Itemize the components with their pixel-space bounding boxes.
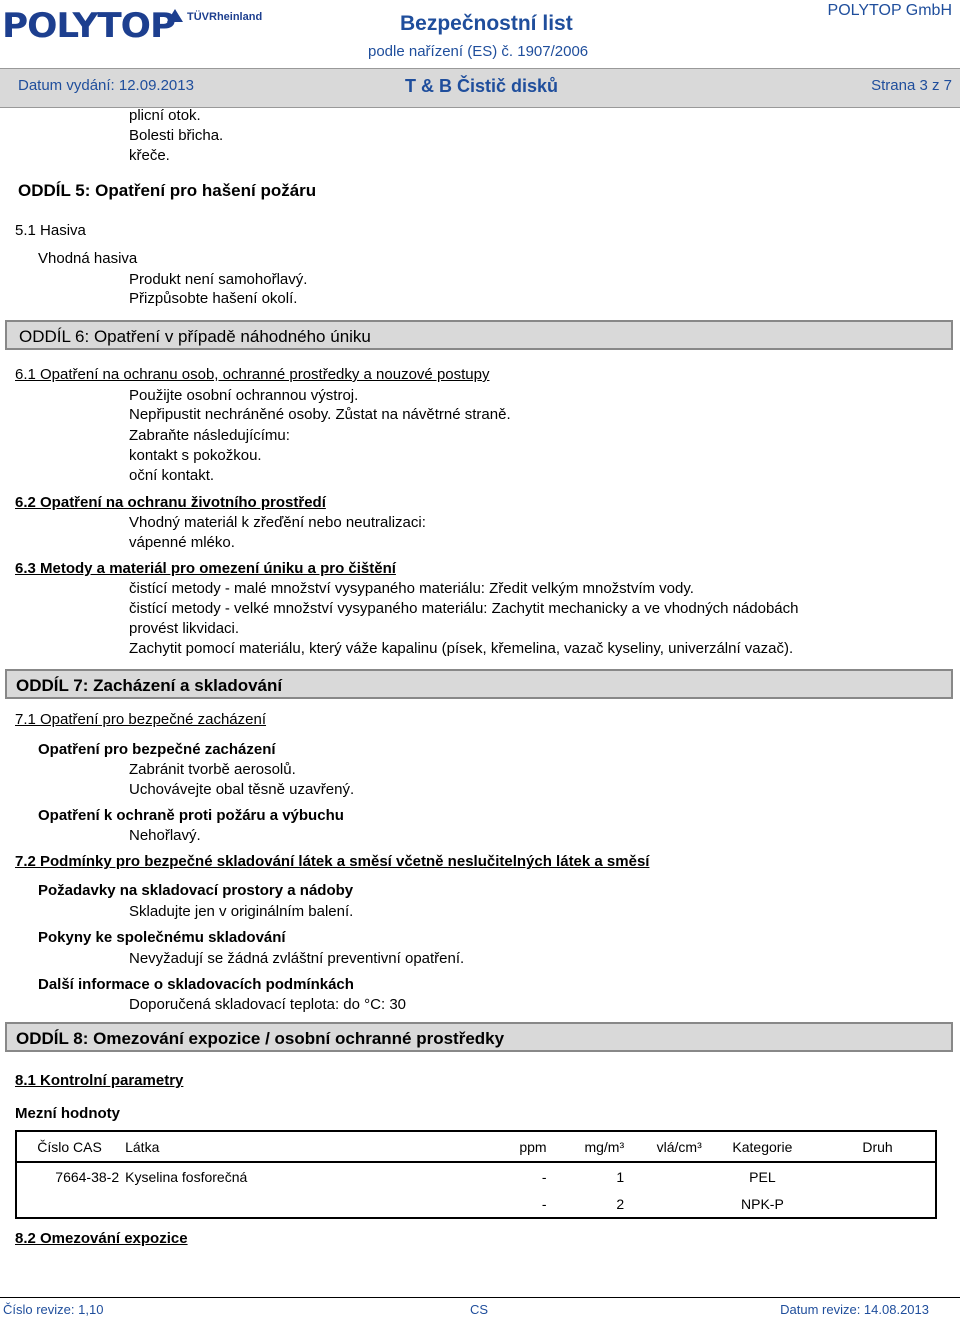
section-7-header: ODDÍL 7: Zacházení a skladování (5, 669, 953, 699)
label-safe-handling: Opatření pro bezpečné zacházení (38, 741, 276, 758)
table-cell (820, 1190, 936, 1218)
subsection-8-2: 8.2 Omezování expozice (15, 1230, 188, 1247)
text-line: Vhodný materiál k zřeďění nebo neutralizaci: (129, 514, 426, 531)
text-line: provést likvidaci. (129, 620, 240, 637)
document-subtitle: podle nařízení (ES) č. 1907/2006 (368, 43, 589, 60)
label-storage-requirements: Požadavky na skladovací prostory a nádoby (38, 882, 354, 899)
table-header-row (16, 1131, 936, 1162)
tuv-rheinland-logo (167, 9, 262, 23)
label-limit-values: Mezní hodnoty (15, 1105, 120, 1122)
language-code: CS (470, 1302, 489, 1317)
table-cell (122, 1190, 444, 1218)
product-name: T & B Čistič disků (405, 76, 559, 96)
text-line: Přizpůsobte hašení okolí. (129, 290, 298, 307)
table-cell (627, 1162, 705, 1190)
table-cell: 7664-38-2 (16, 1162, 122, 1190)
text-line: Doporučená skladovací teplota: do °C: 30 (129, 996, 407, 1013)
label-storage-info: Další informace o skladovacích podmínkách (38, 976, 354, 993)
table-cell (16, 1190, 122, 1218)
issue-date: Datum vydání: 12.09.2013 (18, 77, 194, 94)
text-line: kontakt s pokožkou. (129, 447, 262, 464)
table-cell: NPK-P (705, 1190, 820, 1218)
label-joint-storage: Pokyny ke společnému skladování (38, 929, 286, 946)
tuv-triangle-icon (167, 9, 183, 22)
table-cell: PEL (749, 1168, 776, 1185)
footer-divider (0, 1297, 960, 1298)
column-header: Druh (820, 1131, 936, 1162)
table-cell (820, 1162, 936, 1190)
limit-values-table (15, 1130, 937, 1219)
subsection-7-2: 7.2 Podmínky pro bezpečné skladování látek a směsí včetně neslučitelných látek a směsí (15, 853, 650, 870)
text-line: Uchovávejte obal těsně uzavřený. (129, 781, 355, 798)
text-line: Nevyžadují se žádná zvláštní preventivní opatření. (129, 950, 465, 967)
column-header: Kategorie (705, 1131, 820, 1162)
polytop-logo: POLYTOP (2, 6, 176, 46)
subsection-8-1: 8.1 Kontrolní parametry (15, 1072, 184, 1089)
section-5-header: ODDÍL 5: Opatření pro hašení požáru (5, 176, 953, 206)
text-line: Bolesti břicha. (129, 127, 224, 144)
text-line: Skladujte jen v originálním balení. (129, 903, 354, 920)
table-cell: - (445, 1190, 550, 1218)
table-cell: - (541, 1168, 547, 1185)
document-title: Bezpečnostní list (400, 12, 573, 35)
company-name: POLYTOP GmbH (827, 2, 952, 19)
label-fire-protection: Opatření k ochraně proti požáru a výbuchu (38, 807, 344, 824)
table-row (16, 1162, 936, 1190)
table-cell: Kyselina fosforečná (125, 1168, 248, 1185)
column-header: vlá/cm³ (627, 1131, 705, 1162)
column-header: Látka (122, 1131, 444, 1162)
table-row (16, 1190, 936, 1218)
revision-number: Číslo revize: 1,10 (3, 1302, 104, 1317)
text-line: Zabránit tvorbě aerosolů. (129, 761, 296, 778)
text-line: plicní otok. (129, 107, 201, 124)
text-line: Použijte osobní ochrannou výstroj. (129, 387, 359, 404)
subsection-6-1: 6.1 Opatření na ochranu osob, ochranné prostředky a nouzové postupy (15, 366, 490, 383)
label-suitable-extinguishing: Vhodná hasiva (38, 250, 138, 267)
section-6-header: ODDÍL 6: Opatření v případě náhodného úniku (5, 320, 953, 350)
text-line: Nepřipustit nechráněné osoby. Zůstat na návětrné straně. (129, 406, 511, 423)
column-header: mg/m³ (550, 1131, 628, 1162)
info-bar (0, 68, 960, 108)
table-cell: 1 (616, 1168, 625, 1185)
text-line: Nehořlavý. (129, 827, 201, 844)
text-line: vápenné mléko. (129, 534, 235, 551)
text-line: křeče. (129, 147, 170, 164)
column-header: Číslo CAS (16, 1131, 122, 1162)
tuv-label: TÜVRheinland (187, 11, 263, 23)
subsection-6-2: 6.2 Opatření na ochranu životního prostředí (15, 494, 326, 511)
text-line: čistící metody - malé množství vysypaného materiálu: Zředit velkým množstvím vody. (129, 580, 694, 597)
text-line: oční kontakt. (129, 467, 215, 484)
text-line: čistící metody - velké množství vysypaného materiálu: Zachytit mechanicky a ve vhodných nádobách (129, 600, 799, 617)
table-cell: 2 (550, 1190, 628, 1218)
subsection-7-1: 7.1 Opatření pro bezpečné zacházení (15, 711, 267, 728)
text-line: Zabraňte následujícímu: (129, 427, 290, 444)
section-8-header: ODDÍL 8: Omezování expozice / osobní ochranné prostředky (5, 1022, 953, 1052)
text-line: Produkt není samohořlavý. (129, 271, 308, 288)
table-cell (627, 1190, 705, 1218)
revision-date: Datum revize: 14.08.2013 (780, 1302, 929, 1317)
page-number: Strana 3 z 7 (871, 77, 952, 94)
subsection-5-1: 5.1 Hasiva (15, 222, 86, 239)
column-header: ppm (445, 1131, 550, 1162)
text-line: Zachytit pomocí materiálu, který váže kapalinu (písek, křemelina, vazač kyseliny, univerzální vazač). (129, 640, 794, 657)
subsection-6-3: 6.3 Metody a materiál pro omezení úniku a pro čištění (15, 560, 396, 577)
